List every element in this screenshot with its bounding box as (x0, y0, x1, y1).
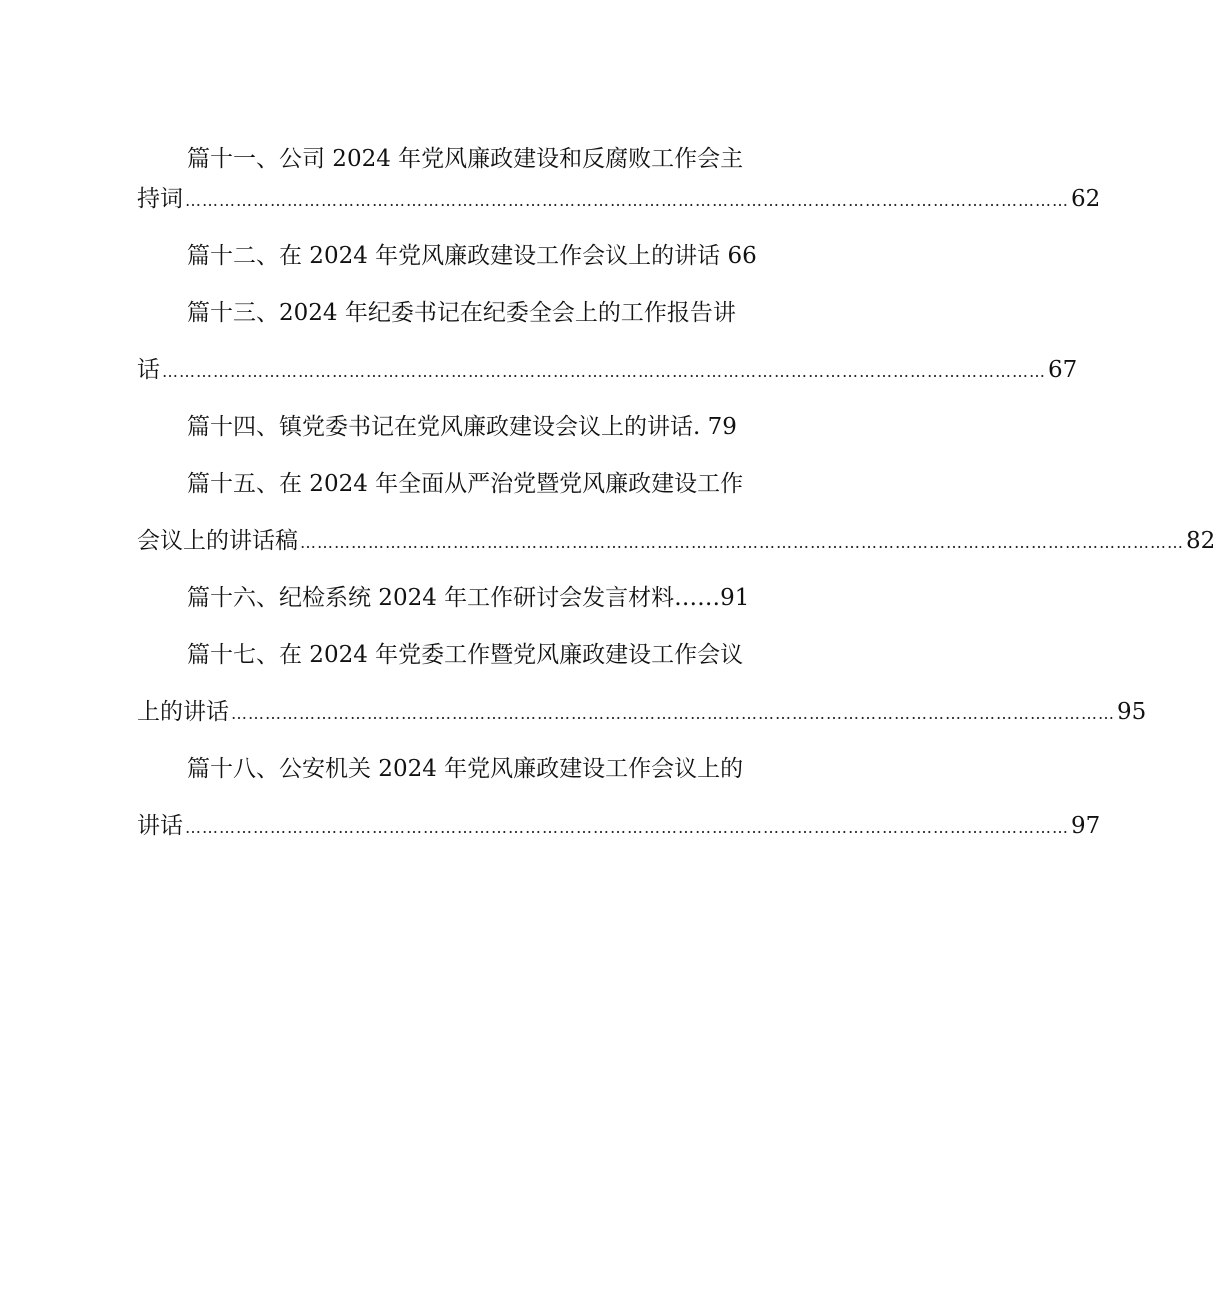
toc-entry-18-page: 97 (1071, 813, 1101, 839)
toc-entry-18-title: 篇十八、公安机关 2024 年党风廉政建设工作会议上的 (187, 756, 744, 782)
toc-entry-15-title-cont: 会议上的讲话稿 (137, 528, 298, 554)
toc-entry-11-leader (137, 184, 1101, 216)
toc-entry-17-title-cont: 上的讲话 (137, 699, 229, 725)
dot-leader: ………………………………………………………………………………………………………………………………………… (162, 362, 1046, 381)
toc-entry-17-page: 95 (1117, 699, 1147, 725)
toc-entry-11-title-cont: 持词 (137, 186, 183, 212)
dot-leader: ………………………………………………………………………………………………………………………………………… (231, 704, 1115, 723)
toc-entry-13-title: 篇十三、2024 年纪委书记在纪委全会上的工作报告讲 (187, 300, 736, 326)
toc-entry-12-title: 篇十二、在 2024 年党风廉政建设工作会议上的讲话 66 (187, 243, 757, 269)
toc-entry-17-leader (137, 697, 1147, 729)
toc-entry-15-leader (137, 526, 1215, 558)
toc-entry-17-title: 篇十七、在 2024 年党委工作暨党风廉政建设工作会议 (187, 642, 744, 668)
toc-entry-16-title: 篇十六、纪检系统 2024 年工作研讨会发言材料……91 (187, 585, 750, 611)
dot-leader: ………………………………………………………………………………………………………………………………………… (185, 191, 1069, 210)
toc-entry-11-title: 篇十一、公司 2024 年党风廉政建设和反腐败工作会主 (187, 146, 744, 172)
toc-entry-13-title-cont: 话 (137, 357, 160, 383)
toc-entry-11-page: 62 (1071, 186, 1101, 212)
dot-leader: ………………………………………………………………………………………………………………………………………… (300, 533, 1184, 552)
toc-entry-14-title: 篇十四、镇党委书记在党风廉政建设会议上的讲话. 79 (187, 414, 737, 440)
toc-entry-15-page: 82 (1186, 528, 1215, 554)
toc-entry-18-title-cont: 讲话 (137, 813, 183, 839)
toc-entry-15-title: 篇十五、在 2024 年全面从严治党暨党风廉政建设工作 (187, 471, 744, 497)
toc-entry-18-leader (137, 811, 1101, 843)
dot-leader: ………………………………………………………………………………………………………………………………………… (185, 818, 1069, 837)
toc-entry-13-page: 67 (1048, 357, 1078, 383)
toc-entry-13-leader (137, 355, 1078, 387)
